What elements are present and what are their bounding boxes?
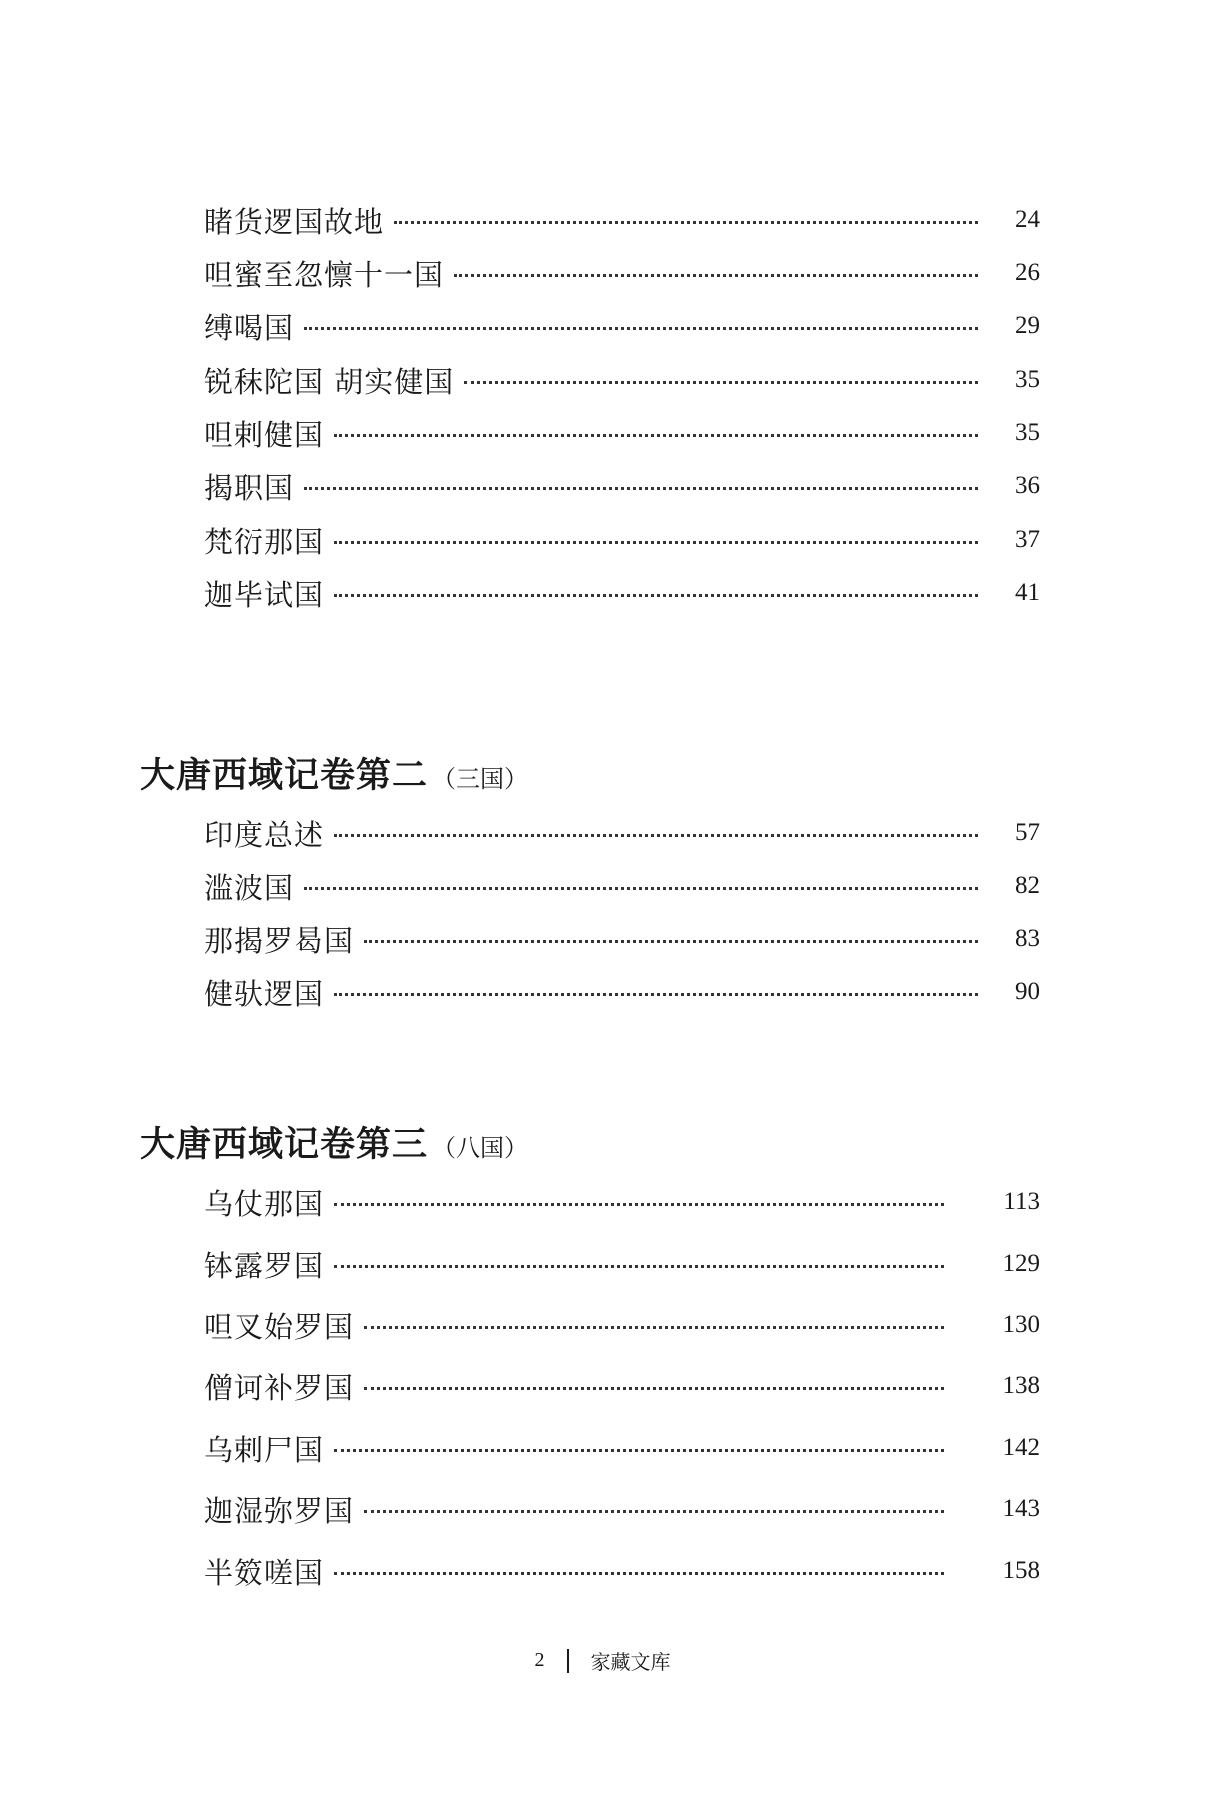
entry-page-number: 36 bbox=[1015, 472, 1040, 499]
dot-leader bbox=[464, 381, 978, 384]
entry-title: 缚喝国 bbox=[204, 310, 295, 345]
entry-page-number: 26 bbox=[1015, 259, 1040, 286]
toc-entry bbox=[204, 811, 1040, 855]
dot-leader bbox=[304, 487, 978, 490]
toc-entry bbox=[204, 358, 1040, 402]
entry-page-number: 142 bbox=[1002, 1434, 1040, 1461]
dot-leader bbox=[334, 993, 978, 996]
toc-entry bbox=[204, 1242, 1040, 1286]
toc-entry bbox=[204, 1487, 1040, 1531]
toc-entry bbox=[204, 251, 1040, 295]
entry-title: 揭职国 bbox=[204, 470, 295, 505]
entry-title: 迦湿弥罗国 bbox=[204, 1493, 355, 1528]
entry-page-number: 37 bbox=[1015, 526, 1040, 553]
entry-page-number: 129 bbox=[1002, 1250, 1040, 1277]
entry-page-number: 82 bbox=[1015, 872, 1040, 899]
dot-leader bbox=[334, 834, 978, 837]
dot-leader bbox=[334, 541, 978, 544]
footer-page-number: 2 bbox=[534, 1649, 545, 1671]
chapter-heading bbox=[140, 1117, 528, 1173]
toc-entry bbox=[204, 970, 1040, 1014]
dot-leader bbox=[304, 327, 978, 330]
dot-leader bbox=[454, 274, 978, 277]
chapter-heading bbox=[140, 748, 528, 804]
entry-title: 迦毕试国 bbox=[204, 577, 325, 612]
dot-leader bbox=[334, 594, 978, 597]
footer-book-title: 家藏文库 bbox=[590, 1650, 671, 1674]
entry-page-number: 57 bbox=[1015, 819, 1040, 846]
dot-leader bbox=[364, 1387, 944, 1390]
toc-entry bbox=[204, 304, 1040, 348]
dot-leader bbox=[364, 940, 978, 943]
entry-title: 僧诃补罗国 bbox=[204, 1370, 355, 1405]
toc-entry bbox=[204, 1426, 1040, 1470]
toc-entry bbox=[204, 571, 1040, 615]
dot-leader bbox=[334, 1265, 944, 1268]
toc-entry bbox=[204, 1303, 1040, 1347]
entry-title: 半笯嗟国 bbox=[204, 1555, 325, 1590]
dot-leader bbox=[364, 1326, 944, 1329]
entry-title: 健驮逻国 bbox=[204, 976, 325, 1011]
dot-leader bbox=[304, 887, 978, 890]
toc-entry bbox=[204, 1549, 1040, 1593]
chapter-title: 大唐西域记卷第三 bbox=[140, 1124, 429, 1165]
entry-page-number: 130 bbox=[1002, 1311, 1040, 1338]
entry-title: 睹货逻国故地 bbox=[204, 204, 385, 239]
chapter-count: （八国） bbox=[432, 1134, 529, 1162]
entry-page-number: 158 bbox=[1002, 1557, 1040, 1584]
entry-page-number: 83 bbox=[1015, 925, 1040, 952]
toc-entry bbox=[204, 1364, 1040, 1408]
dot-leader bbox=[334, 434, 978, 437]
dot-leader bbox=[364, 1510, 944, 1513]
entry-page-number: 29 bbox=[1015, 312, 1040, 339]
entry-page-number: 35 bbox=[1015, 366, 1040, 393]
toc-entry bbox=[204, 864, 1040, 908]
entry-title: 呾蜜至忽懔十一国 bbox=[204, 257, 445, 292]
entry-title: 锐秣陀国 胡实健国 bbox=[204, 364, 455, 399]
dot-leader bbox=[334, 1449, 944, 1452]
footer-divider bbox=[567, 1649, 569, 1673]
toc-entry bbox=[204, 1180, 1040, 1224]
entry-title: 呾剌健国 bbox=[204, 417, 325, 452]
entry-page-number: 41 bbox=[1015, 579, 1040, 606]
dot-leader bbox=[334, 1203, 944, 1206]
entry-title: 呾叉始罗国 bbox=[204, 1309, 355, 1344]
chapter-title: 大唐西域记卷第二 bbox=[140, 755, 429, 796]
entry-page-number: 113 bbox=[1003, 1188, 1040, 1215]
entry-page-number: 143 bbox=[1002, 1495, 1040, 1522]
entry-title: 梵衍那国 bbox=[204, 524, 325, 559]
entry-page-number: 24 bbox=[1015, 206, 1040, 233]
entry-title: 钵露罗国 bbox=[204, 1248, 325, 1283]
toc-entry bbox=[204, 198, 1040, 242]
page-footer bbox=[0, 1646, 1205, 1675]
toc-entry bbox=[204, 411, 1040, 455]
entry-title: 那揭罗曷国 bbox=[204, 923, 355, 958]
entry-title: 乌剌尸国 bbox=[204, 1432, 325, 1467]
entry-page-number: 138 bbox=[1002, 1372, 1040, 1399]
dot-leader bbox=[394, 221, 978, 224]
toc-entry bbox=[204, 464, 1040, 508]
toc-entry bbox=[204, 917, 1040, 961]
entry-page-number: 90 bbox=[1015, 978, 1040, 1005]
entry-page-number: 35 bbox=[1015, 419, 1040, 446]
entry-title: 乌仗那国 bbox=[204, 1186, 325, 1221]
dot-leader bbox=[334, 1572, 944, 1575]
entry-title: 印度总述 bbox=[204, 817, 325, 852]
toc-entry bbox=[204, 518, 1040, 562]
entry-title: 滥波国 bbox=[204, 870, 295, 905]
chapter-count: （三国） bbox=[432, 765, 529, 793]
